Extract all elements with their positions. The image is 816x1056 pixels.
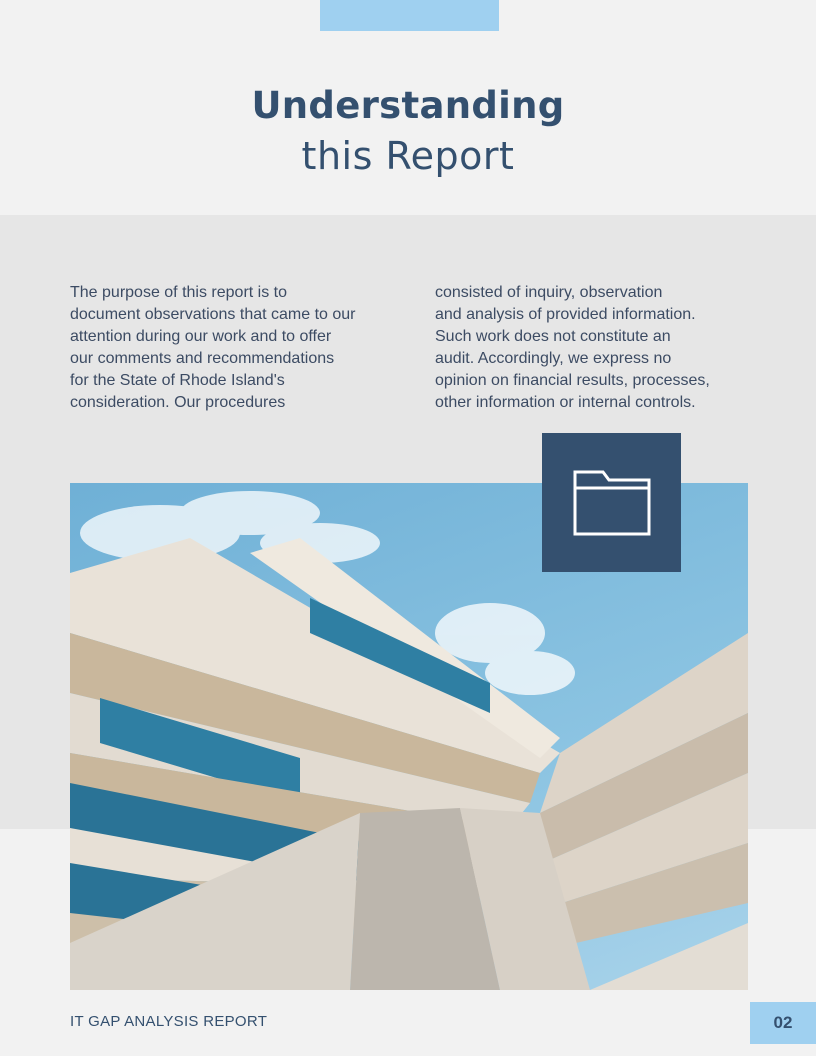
footer-report-title: IT GAP ANALYSIS REPORT bbox=[70, 1013, 268, 1030]
page-number-badge: 02 bbox=[750, 1002, 816, 1044]
top-accent-bar bbox=[320, 0, 499, 31]
title-bold-line: Understanding bbox=[251, 84, 565, 127]
paragraph-left: The purpose of this report is to document observations that came to our attention during our work and to offer our comments and recommendations for the State of Rhode Island's consideration. Our procedures bbox=[70, 284, 356, 411]
title-light-line: this Report bbox=[301, 134, 515, 178]
folder-icon-tile bbox=[542, 433, 681, 572]
paragraph-right: consisted of inquiry, observation and analysis of provided information. Such work does not constitute an audit. Accordingly, we express no opinion on financial results, processes, other information or internal controls. bbox=[435, 284, 710, 411]
page-title bbox=[0, 82, 816, 182]
folder-icon bbox=[573, 468, 651, 538]
